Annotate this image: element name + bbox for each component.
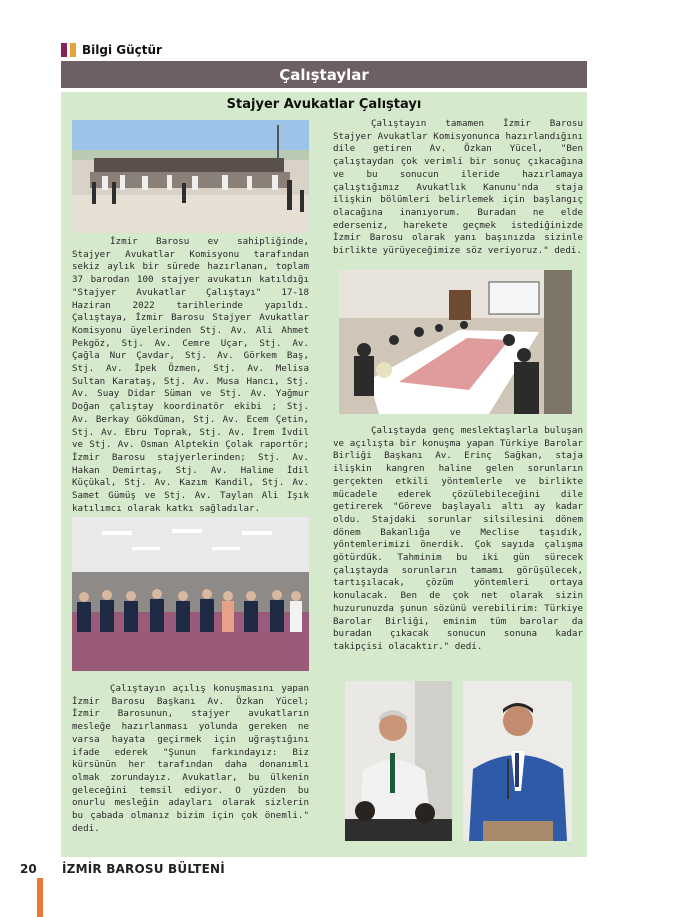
auditorium-photo [72, 517, 309, 671]
opening-speech-paragraph: Çalıştayın açılış konuşmasını yapan İzmir Barosu Başkanı Av. Özkan Yücel; İzmir Barosunun, stajyer avukatların mesleğe hazırlanması yolunda gereken ne varsa hayata geçirmek için uğraştığını ifade ederek "Şunun farkındayız: Biz kürsünün her tarafından daha donanımlı olmak zorundayız. Avukatlar, bu ülkenin geleceğini temsil ediyor. O yüzden bu onurlu mesleğin adayları olarak sizlerin bu çabada olmanız bizim için çok önemli." dedi. [72, 683, 309, 834]
meeting-photo [339, 270, 572, 414]
speaker-photo-1 [345, 681, 452, 841]
group-photo [72, 120, 309, 233]
section-banner [61, 61, 587, 88]
article-title: Stajyer Avukatlar Çalıştayı [226, 97, 422, 112]
commission-paragraph: Çalıştayın tamamen İzmir Barosu Stajyer Avukatlar Komisyonunca hazırlandığını dile getiren Av. Özkan Yücel, "Ben çalıştaydan çok verimli bir sonuç çıkacağına ve bu sonucun ileride hazırlamaya çalıştığımız Avukatlık Kanunu'nda staja ilişkin bölümleri belirlemek için başlangıç olacağına inanıyorum. Buradan ne elde ederseniz, harekete geçmek istediğinizde İzmir Barosu olarak yanı başınızda sizinle birlikte yürüyeceğimize söz veriyoruz." dedi. [333, 118, 583, 257]
tag-accent-bar-orange [70, 43, 76, 57]
section-label: Bilgi Güçtür [82, 43, 162, 57]
tbb-speech-paragraph: Çalıştayda genç meslektaşlarla buluşan ve açılışta bir konuşma yapan Türkiye Barolar Birliği Başkanı Av. Erinç Sağkan, staja ilişkin kangren haline gelen sorunların gerçekten etkili yöntemlerle ve birlikte mücadele ederek çözülebileceğini dile getirerek "Göreve başlayalı altı ay kadar oldu. Stajdaki sorunlar silsilesini dönem dönem Bakanlığa ve Meclise taşıdık, yöntemlerimizi önerdik. Çok sayıda çalışma götürdük. Tahminim bu iki gün sürecek çalıştayda sorunların tamamı görüşülecek, tartışılacak, çözüm yöntemleri ortaya konulacak. Ben de çok net olarak sizin huzurunuzda şunun sözünü verebilirim: Türkiye Barolar Birliği, eminim tüm barolar da buradan çıkacak sonucun sonuna kadar takipçisi olacaktır." dedi. [333, 425, 583, 652]
speaker-photo-2 [463, 681, 572, 841]
tag-accent-bar-purple [61, 43, 67, 57]
footer-accent-bar [37, 878, 43, 917]
publication-title: İZMİR BAROSU BÜLTENİ [62, 862, 225, 876]
section-tag [61, 42, 162, 58]
intro-paragraph: İzmir Barosu ev sahipliğinde, Stajyer Avukatlar Komisyonu tarafından sekiz aylık bir sürede hazırlanan, toplam 37 barodan 100 stajyer avukatın katıldığı "Stajyer Avukatlar Çalıştayı" 17-18 Haziran 2022 tarihlerinde yapıldı. Çalıştaya, İzmir Barosu Stajyer Avukatlar Komisyonu üyelerinden Stj. Av. Ali Ahmet Pekgöz, Stj. Av. Cemre Uçar, Stj. Av. Çağla Nur Çavdar, Stj. Av. Görkem Baş, Stj. Av. İpek Özmen, Stj. Av. Melisa Sultan Karataş, Stj. Av. Musa Hancı, Stj. Av. Suay Didar Süman ve Stj. Av. Yağmur Doğan çalıştay koordinatör ekibi ; Stj. Av. Berkay Gökdüman, Stj. Av. Ecem Çetin, Stj. Av. Ebru Toprak, Stj. Av. İrem İvdil ve Stj. Av. Osman Alptekin Çolak raportör; İzmir Barosu stajyerlerinden; Stj. Av. Hakan Demirtaş, Stj. Av. Halime İdil Küçükal, Stj. Av. Kazım Kandil, Stj. Av. Samet Gümüş ve Stj. Av. Taylan Ali Işık katılımcı olarak katkı sağladılar. [72, 236, 309, 514]
page-number: 20 [20, 862, 37, 876]
banner-title: Çalıştaylar [279, 65, 369, 84]
